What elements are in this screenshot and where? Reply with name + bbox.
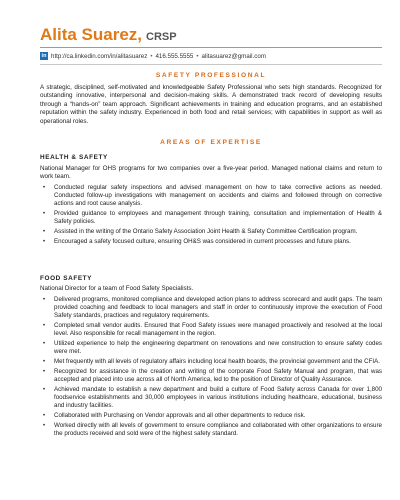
- bullet-icon: •: [43, 413, 46, 420]
- list-item: [40, 238, 382, 246]
- list-item: [40, 322, 382, 338]
- list-item: [40, 412, 382, 420]
- list-item: [40, 228, 382, 236]
- list-item-text: Recognized for assistance in the creation and writing of the corporate Food Safety Manual and program, that was accepted and placed into use across all of North America, led to the position of Director of Quality Assurance.: [54, 368, 382, 384]
- contact-separator: •: [196, 52, 199, 60]
- expertise-heading: [40, 139, 382, 146]
- linkedin-url[interactable]: http://ca.linkedin.com/in/alitasuarez: [51, 52, 148, 60]
- header-divider: [40, 47, 382, 48]
- health-safety-heading: HEALTH & SAFETY: [40, 154, 108, 161]
- list-item: [40, 368, 382, 384]
- list-item: [40, 296, 382, 321]
- bullet-icon: •: [43, 211, 46, 218]
- list-item: [40, 210, 382, 226]
- list-item: [40, 422, 382, 438]
- contact-divider: [40, 64, 382, 65]
- bullet-icon: •: [43, 239, 46, 245]
- bullet-icon: •: [43, 341, 46, 348]
- contact-separator: •: [150, 52, 153, 60]
- list-item-text: Achieved mandate to establish a new department and build a culture of Food Safety across Canada for over 1,800 foodservice establishments and 30,000 employees in various institutions including healthcare, educational, business and industry facilities.: [54, 386, 382, 410]
- linkedin-icon[interactable]: in: [41, 53, 47, 59]
- bullet-icon: •: [43, 297, 46, 303]
- profile-heading: [40, 72, 382, 79]
- list-item-text: Delivered programs, monitored compliance and developed action plans to address scorecard and audit gaps. The team provided coaching and feedback to local managers and staff in order to continuously improve the execution of Food Safety standards, practices and regulatory requirements.: [54, 296, 382, 320]
- list-item: [40, 386, 382, 411]
- list-item-text: Utilized experience to help the engineering department on renovations and new construction to ensure safety codes were met.: [54, 340, 382, 356]
- email-address[interactable]: alitasuarez@gmail.com: [201, 52, 266, 60]
- contact-line: [40, 52, 266, 60]
- food-safety-intro: National Director for a team of Food Safety Specialists.: [40, 285, 194, 292]
- food-safety-list: [40, 296, 382, 440]
- list-item-text: Conducted regular safety inspections and advised management on how to take corrective actions as needed. Conducted follow-up investigations with management on accidents and claims and followed through on corrective actions and root cause analysis.: [54, 184, 382, 208]
- bullet-icon: •: [43, 359, 46, 366]
- list-item-text: Encouraged a safety focused culture, ensuring OH&S was considered in current processes and future plans.: [54, 238, 351, 245]
- profile-summary: A strategic, disciplined, self-motivated and knowledgeable Safety Professional who sets high standards. Recognized for outstanding innovative, interpersonal and decision-making skills. A demonstrated track record of developing results through a “hands-on” team approach. Significant achievements in training and education programs, and an established reputation within the safety industry. Experienced in both food and retail services; with capabilities in support as well as operational roles.: [40, 84, 382, 125]
- bullet-icon: •: [43, 185, 46, 191]
- list-item: [40, 184, 382, 209]
- name-text: Alita Suarez,: [40, 25, 143, 44]
- list-item-text: Completed small vendor audits. Ensured that Food Safety issues were managed proactively and resolved at the local level. Also responsible for recall management in the region.: [54, 322, 382, 338]
- candidate-name: [40, 25, 177, 45]
- bullet-icon: •: [43, 423, 46, 429]
- list-item-text: Collaborated with Purchasing on Vendor approvals and all other departments to reduce risk.: [54, 412, 306, 420]
- bullet-icon: •: [43, 387, 46, 393]
- list-item-text: Met frequently with all levels of regulatory affairs including local health boards, the provincial government and the CFIA.: [54, 358, 380, 366]
- profile-heading-text: SAFETY PROFESSIONAL: [155, 72, 267, 79]
- expertise-heading-text: AREAS OF EXPERTISE: [160, 139, 262, 146]
- phone-number: 416.555.5555: [155, 52, 194, 60]
- bullet-icon: •: [43, 229, 46, 236]
- credential: CRSP: [146, 31, 177, 43]
- health-safety-list: [40, 184, 382, 248]
- list-item-text: Worked directly with all levels of government to ensure compliance and collaborated with other organizations to ensure the products received and sold were of the highest safety standard.: [54, 422, 382, 438]
- health-safety-intro: National Manager for OHS programs for two companies over a five-year period. Managed national claims and return to work team.: [40, 165, 382, 181]
- list-item-text: Assisted in the writing of the Ontario Safety Association Joint Health & Safety Committee Certification program.: [54, 228, 358, 236]
- bullet-icon: •: [43, 369, 46, 375]
- list-item: [40, 340, 382, 356]
- list-item: [40, 358, 382, 366]
- list-item-text: Provided guidance to employees and management through training, consultation and implementation of Health & Safety policies.: [54, 210, 382, 226]
- bullet-icon: •: [43, 323, 46, 330]
- food-safety-heading: FOOD SAFETY: [40, 275, 93, 282]
